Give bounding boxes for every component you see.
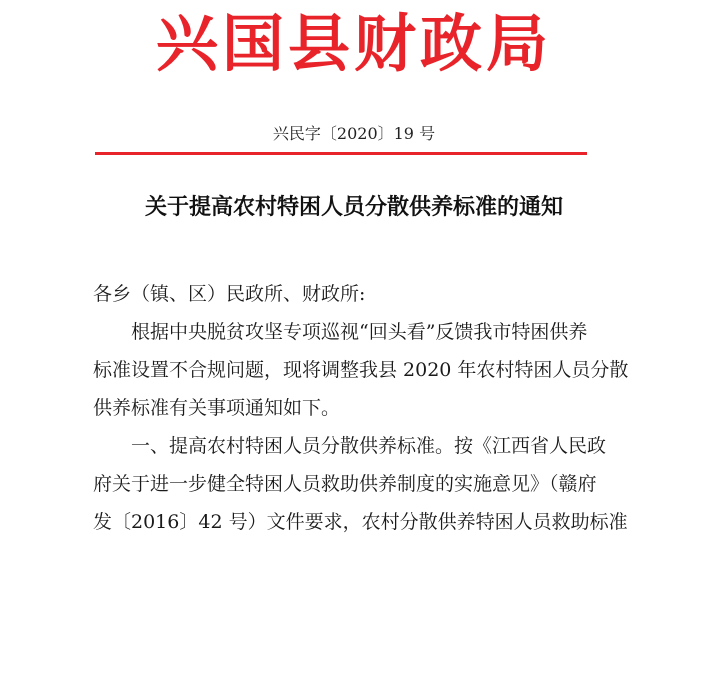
paragraph-1-line-3: 供养标准有关事项通知如下。: [93, 397, 341, 419]
paragraph-2-line-2: 府关于进一步健全特困人员救助供养制度的实施意见》（赣府: [93, 473, 597, 495]
document-number: 兴民字〔2020〕19 号: [272, 124, 436, 143]
salutation: 各乡（镇、区）民政所、财政所:: [93, 283, 366, 305]
paragraph-1-line-2: 标准设置不合规问题，现将调整我县 2020 年农村特困人员分散: [93, 359, 629, 381]
header-divider: [95, 152, 587, 155]
paragraph-1-line-1: 根据中央脱贫攻坚专项巡视“回头看”反馈我市特困供养: [131, 321, 588, 343]
document-title: 关于提高农村特困人员分散供养标准的通知: [144, 194, 563, 220]
agency-header: 兴国县财政局: [155, 7, 552, 80]
paragraph-2-line-1: 一、提高农村特困人员分散供养标准。按《江西省人民政: [131, 435, 607, 457]
paragraph-2-line-3: 发〔2016〕42 号）文件要求，农村分散供养特困人员救助标准: [93, 511, 628, 533]
